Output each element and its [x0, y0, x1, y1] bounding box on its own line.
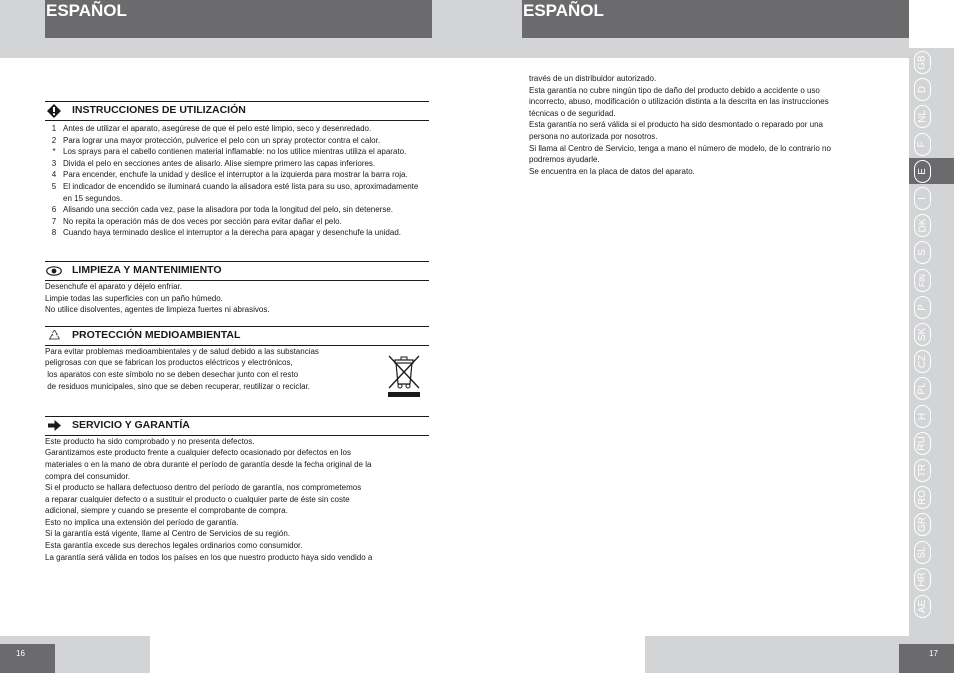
cleaning-text	[45, 281, 429, 316]
language-tab-label: CZ	[917, 355, 928, 369]
service-text	[45, 436, 429, 564]
cleaning-section	[45, 261, 429, 316]
cleaning-line: No utilice disolventes, agentes de limpieza fuertes ni abrasivos.	[45, 305, 270, 315]
cleaning-line: Desenchufe el aparato y déjelo enfriar.	[45, 281, 182, 291]
instruction-number: 3	[51, 158, 57, 168]
instruction-text: Para encender, enchufe la unidad y deslice el interruptor a la izquierda para mostrar la barra roja.	[63, 170, 408, 180]
language-tab-label: SL	[916, 545, 928, 559]
language-tab-sl[interactable]	[914, 541, 931, 564]
warranty-line: Esta garantía no cubre ningún tipo de daño del producto debido a accidente o uso	[529, 85, 820, 95]
page-number-left: 16	[0, 644, 55, 673]
service-line: Este producto ha sido comprobado y no presenta defectos.	[45, 436, 255, 446]
language-tab-label: NL	[916, 110, 928, 124]
environment-line: peligrosas con que se fabrican los productos eléctricos y electrónicos,	[45, 358, 293, 368]
left-header-title: ESPAÑOL	[45, 0, 432, 38]
warranty-line: través de un distribuidor autorizado.	[529, 74, 657, 83]
instruction-text: No repita la operación más de dos veces por sección para evitar dañar el pelo.	[63, 216, 342, 226]
service-line: Garantizamos este producto frente a cualquier defecto ocasionado por defectos en los	[45, 448, 351, 458]
service-line: adicional, siempre y cuando se presente el comprobante de compra.	[45, 506, 288, 516]
warranty-line: podremos ayudarle.	[529, 155, 600, 165]
language-tab-sk[interactable]	[914, 323, 931, 346]
instruction-number: 8	[51, 228, 57, 238]
language-tab-i[interactable]	[914, 187, 931, 210]
language-tab-label: PL	[916, 382, 928, 396]
warranty-line: técnicas o de seguridad.	[529, 108, 616, 118]
service-line: Esta garantía excede sus derechos legales ordinarios como consumidor.	[45, 541, 303, 551]
language-tab-ru[interactable]	[914, 432, 931, 455]
language-tab-pl[interactable]	[914, 377, 931, 400]
instructions-header	[45, 102, 429, 121]
instruction-text: Antes de utilizar el aparato, asegúrese de que el pelo esté limpio, seco y desenredado.	[63, 124, 372, 133]
eye-icon	[45, 264, 63, 278]
language-tab-d[interactable]	[914, 78, 931, 101]
instruction-item	[45, 204, 429, 216]
language-tab-label: TR	[917, 463, 928, 478]
instruction-text: Cuando haya terminado deslice el interruptor a la derecha para apagar y desenchufe la unidad.	[63, 228, 401, 238]
warranty-line: Esta garantía no será válida si el producto ha sido desmontado o reparado por una	[529, 120, 823, 130]
language-tab-label: I	[917, 197, 928, 200]
service-line: La garantía será válida en todos los países en los que nuestro producto haya sido vendido a	[45, 552, 373, 562]
instruction-number: 4	[51, 170, 57, 180]
service-heading: SERVICIO Y GARANTÍA	[72, 418, 190, 431]
service-line: a reparar cualquier defecto o a sustituir el producto o cualquier parte de éste sin coste	[45, 494, 350, 504]
language-tab-dk[interactable]	[914, 214, 931, 237]
service-header	[45, 417, 429, 436]
language-tab-f[interactable]	[914, 133, 931, 156]
language-tab-gb[interactable]	[914, 51, 931, 74]
instruction-text: Divida el pelo en secciones antes de alisarlo. Alise siempre primero las capas inferiores.	[63, 158, 376, 168]
warranty-line: incorrecto, abuso, modificación o utilización distinta a la descrita en las instrucciones	[529, 97, 829, 107]
arrow-right-icon	[45, 419, 63, 433]
language-tab-s[interactable]	[914, 241, 931, 264]
crossed-bin-icon	[379, 346, 429, 400]
instruction-text: El indicador de encendido se iluminará cuando la alisadora esté lista para su uso, aproximadamente en 15 segundos.	[63, 181, 419, 203]
language-tab-label: E	[916, 167, 928, 175]
instruction-text: Alisando una sección cada vez, pase la alisadora por toda la longitud del pelo, sin detenerse.	[63, 205, 393, 215]
language-tab-label: GR	[917, 517, 928, 533]
instruction-item	[45, 227, 429, 239]
language-tab-label: SK	[917, 327, 928, 342]
language-tab-nl[interactable]	[914, 105, 931, 128]
left-content	[45, 101, 429, 563]
instruction-item	[45, 216, 429, 228]
service-section	[45, 416, 429, 564]
language-tab-p[interactable]	[914, 296, 931, 319]
language-tab-e[interactable]	[914, 160, 931, 183]
instruction-number: 5	[51, 181, 57, 191]
language-tab-h[interactable]	[914, 405, 931, 428]
language-tab-label: P	[916, 303, 928, 311]
instructions-list	[45, 123, 429, 239]
service-line: Si el producto se hallara defectuoso dentro del período de garantía, nos comprometemos	[45, 483, 362, 493]
instruction-number: *	[52, 147, 56, 157]
language-tab-fin[interactable]	[914, 269, 931, 292]
environment-body	[45, 346, 429, 400]
environment-section	[45, 326, 429, 400]
language-tab-label: AE	[917, 599, 928, 614]
service-line: Esto no implica una extensión del período de garantía.	[45, 517, 239, 527]
service-line: compra del consumidor.	[45, 471, 130, 481]
environment-line: los aparatos con este símbolo no se deben desechar junto con el resto	[45, 369, 299, 379]
instruction-number: 6	[51, 205, 57, 215]
language-tab-cz[interactable]	[914, 350, 931, 373]
warranty-line: persona no autorizada por nosotros.	[529, 131, 658, 141]
language-tab-strip	[909, 48, 954, 636]
language-tab-label: S	[916, 249, 928, 257]
instruction-item	[45, 169, 429, 181]
language-tab-label: F	[916, 141, 928, 148]
service-line: Si la garantía está vigente, llame al Centro de Servicios de su región.	[45, 529, 291, 539]
language-tab-gr[interactable]	[914, 513, 931, 536]
instruction-item	[45, 123, 429, 135]
page-number-right: 17	[899, 644, 954, 673]
language-tab-ro[interactable]	[914, 486, 931, 509]
language-tab-label: HR	[916, 572, 928, 587]
language-tab-label: H	[916, 412, 928, 420]
instructions-section	[45, 101, 429, 239]
environment-header	[45, 327, 429, 346]
language-tab-label: GB	[916, 55, 928, 70]
instructions-heading: INSTRUCCIONES DE UTILIZACIÓN	[72, 104, 246, 117]
right-content	[529, 73, 885, 177]
language-tab-hr[interactable]	[914, 568, 931, 591]
right-header-title: ESPAÑOL	[522, 0, 909, 38]
warranty-line: Se encuentra en la placa de datos del aparato.	[529, 166, 695, 176]
language-tab-tr[interactable]	[914, 459, 931, 482]
exclamation-icon	[45, 104, 63, 118]
instruction-item	[45, 146, 429, 158]
warranty-line: Si llama al Centro de Servicio, tenga a mano el número de modelo, de lo contrario no	[529, 143, 831, 153]
language-tab-ae[interactable]	[914, 595, 931, 618]
service-line: materiales o en la mano de obra durante el período de garantía desde la fecha original de la	[45, 459, 372, 469]
language-tab-label: RO	[917, 490, 928, 506]
instruction-number: 2	[51, 135, 57, 145]
instruction-number: 1	[51, 124, 57, 133]
language-tab-label: FIN	[917, 273, 927, 287]
instruction-item	[45, 158, 429, 170]
instruction-item	[45, 181, 429, 204]
environment-heading: PROTECCIÓN MEDIOAMBIENTAL	[72, 328, 241, 341]
instruction-text: Para lograr una mayor protección, pulverice el pelo con un spray protector contra el calor.	[63, 135, 381, 145]
instruction-number: 7	[51, 216, 57, 226]
language-tab-label: RU	[916, 436, 928, 451]
cleaning-line: Limpie todas las superficies con un paño húmedo.	[45, 293, 223, 303]
cleaning-heading: LIMPIEZA Y MANTENIMIENTO	[72, 264, 222, 277]
language-tab-label: DK	[917, 218, 928, 233]
cleaning-header	[45, 262, 429, 281]
instruction-item	[45, 135, 429, 147]
environment-line: de residuos municipales, sino que se deben recuperar, reutilizar o reciclar.	[45, 381, 311, 391]
language-tab-label: D	[916, 86, 928, 94]
environment-line: Para evitar problemas medioambientales y de salud debido a las substancias	[45, 346, 319, 356]
instruction-text: Los sprays para el cabello contienen material inflamable: no los utilice mientras utiliza el aparato.	[63, 147, 407, 157]
recycle-icon	[45, 329, 63, 343]
environment-text	[45, 346, 379, 400]
